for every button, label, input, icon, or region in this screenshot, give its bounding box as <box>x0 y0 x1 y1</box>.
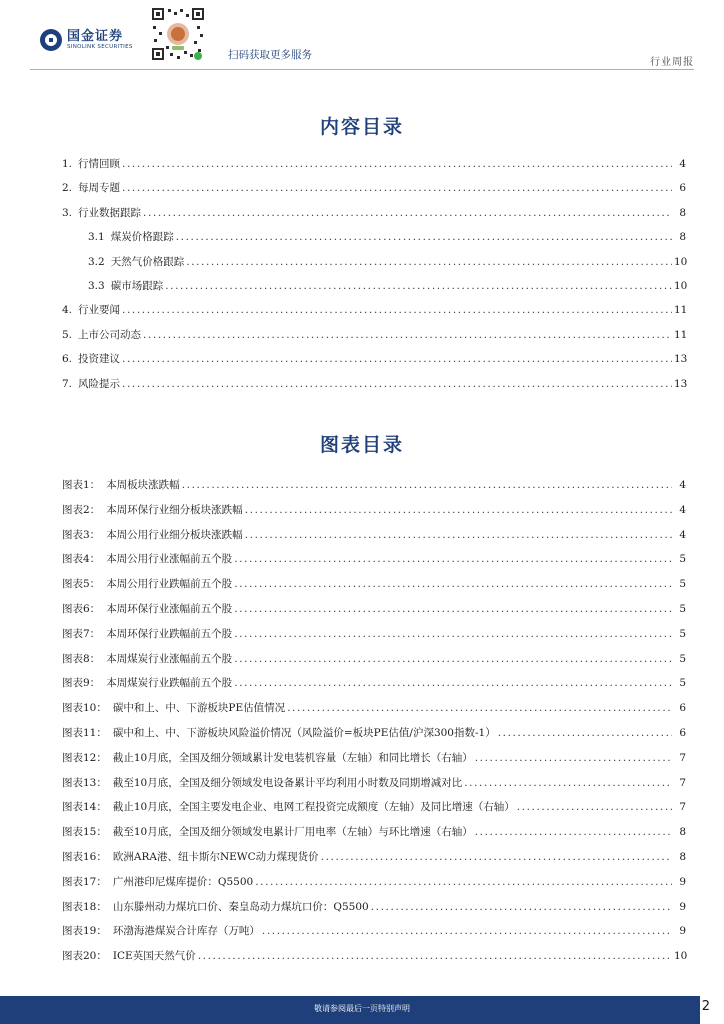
toc-entry-label: 行情回顾 <box>78 158 121 170</box>
figure-entry[interactable] <box>62 849 686 865</box>
toc-entry-label: 行业数据跟踪 <box>78 206 142 219</box>
figure-entry-number: 图表2： <box>62 503 101 516</box>
sinolink-logo-icon <box>40 29 62 51</box>
dot-leader <box>517 801 672 813</box>
toc-entry[interactable] <box>62 376 686 392</box>
brand-logo <box>40 29 133 51</box>
qr-caption: 扫码获取更多服务 <box>228 49 312 61</box>
dot-leader <box>321 851 672 863</box>
toc-entry-number: 7. <box>62 377 73 390</box>
dot-leader <box>234 553 672 565</box>
figure-entry-number: 图表17： <box>62 875 107 888</box>
header-divider <box>30 69 694 70</box>
figure-entry-page: 10 <box>674 950 688 963</box>
figure-entry-number: 图表20： <box>62 950 107 963</box>
dot-leader <box>262 925 672 937</box>
figure-entry[interactable] <box>62 799 686 815</box>
figure-entry-label: ICE英国天然气价 <box>112 950 196 963</box>
dot-leader <box>287 702 672 714</box>
toc-entry-page: 13 <box>674 377 688 390</box>
toc-entry-label: 上市公司动态 <box>78 328 142 341</box>
toc-entry-label: 天然气价格跟踪 <box>110 255 185 268</box>
toc-entry-number: 1. <box>62 158 73 170</box>
figure-entry-label: 截止10月底，全国及细分领域累计发电装机容量（左轴）和同比增长（右轴） <box>112 751 473 764</box>
toc-entry-label: 风险提示 <box>78 377 121 390</box>
figure-entry-page: 4 <box>679 503 686 516</box>
dot-leader <box>475 752 672 764</box>
figure-entry-label: 本周环保行业细分板块涨跌幅 <box>106 503 243 516</box>
dot-leader <box>198 950 672 962</box>
figure-entry[interactable] <box>62 948 686 964</box>
figure-entry[interactable] <box>62 899 686 915</box>
toc-title: 内容目录 <box>319 116 404 138</box>
dot-leader <box>498 727 672 739</box>
toc-entry-label: 碳市场跟踪 <box>110 280 164 292</box>
dot-leader <box>245 504 672 516</box>
figure-entry-page: 5 <box>679 578 686 591</box>
dot-leader <box>122 353 672 365</box>
figure-entry-page: 5 <box>679 553 686 566</box>
figure-entry-page: 9 <box>679 900 686 913</box>
toc-entry-label: 投资建议 <box>78 353 121 366</box>
figure-entry-page: 8 <box>679 851 686 863</box>
figure-entry-page: 9 <box>679 925 686 938</box>
figure-entry-label: 本周板块涨跌幅 <box>106 479 180 491</box>
figure-entry[interactable] <box>62 824 686 840</box>
dot-leader <box>176 231 672 243</box>
dot-leader <box>475 826 672 838</box>
figure-entry-label: 截至10月底，全国及细分领域发电设备累计平均利用小时数及同期增减对比 <box>112 776 463 789</box>
toc-entry-number: 3. <box>62 206 73 219</box>
footer-disclaimer: 敬请参阅最后一页特别声明 <box>314 1004 410 1013</box>
figure-entry-number: 图表12： <box>62 751 107 764</box>
figure-entry-page: 5 <box>679 652 686 665</box>
toc-entry[interactable] <box>88 254 686 270</box>
figure-entry-number: 图表11： <box>62 727 107 739</box>
dot-leader <box>245 529 672 541</box>
dot-leader <box>143 207 672 219</box>
figure-entry-number: 图表4： <box>62 553 101 566</box>
dot-leader <box>464 777 672 789</box>
figure-entry[interactable] <box>62 651 686 667</box>
figure-entry[interactable] <box>62 923 686 939</box>
dot-leader <box>122 182 672 194</box>
toc-entry[interactable] <box>62 205 686 221</box>
qr-code-icon[interactable] <box>150 6 206 62</box>
figure-entry-page: 7 <box>679 776 686 789</box>
toc-entry-label: 行业要闻 <box>78 304 121 317</box>
report-type-label: 行业周报 <box>650 57 694 68</box>
toc-entry[interactable] <box>62 180 686 196</box>
dot-leader <box>234 603 672 615</box>
toc-entry-page: 13 <box>674 353 688 366</box>
figure-entry-page: 8 <box>679 826 686 839</box>
toc-entry-label: 每周专题 <box>78 182 121 195</box>
toc-entry[interactable] <box>62 327 686 343</box>
dot-leader <box>143 329 672 341</box>
figure-entry[interactable] <box>62 700 686 716</box>
figure-entry-label: 截至10月底，全国及细分领域发电累计厂用电率（左轴）与环比增速（右轴） <box>112 826 473 839</box>
figure-entry[interactable] <box>62 626 686 642</box>
dot-leader <box>234 653 672 665</box>
figure-entry-label: 本周公用行业跌幅前五个股 <box>106 578 233 591</box>
dot-leader <box>182 479 672 491</box>
toc-entry-number: 3.2 <box>88 255 105 268</box>
figure-entry-number: 图表18： <box>62 900 107 913</box>
figure-entry[interactable] <box>62 775 686 791</box>
figure-entry[interactable] <box>62 750 686 766</box>
figure-entry[interactable] <box>62 502 686 518</box>
figure-entry-page: 5 <box>679 603 686 615</box>
figure-entry[interactable] <box>62 477 686 493</box>
figure-entry-label: 本周公用行业细分板块涨跌幅 <box>106 528 243 541</box>
dot-leader <box>255 876 672 888</box>
toc-entry-number: 4. <box>62 304 73 317</box>
toc-entry-page: 8 <box>679 231 686 244</box>
toc-entry-page: 10 <box>674 280 688 292</box>
figure-entry-page: 7 <box>679 801 686 814</box>
figure-entry-label: 碳中和上、中、下游板块风险溢价情况（风险溢价=板块PE估值/沪深300指数-1） <box>112 727 496 739</box>
figure-list-title: 图表目录 <box>319 434 404 456</box>
brand-name-en: SINOLINK SECURITIES <box>67 44 133 50</box>
dot-leader <box>122 304 672 316</box>
toc-entry[interactable] <box>62 351 686 367</box>
figure-entry-number: 图表13： <box>62 776 107 789</box>
figure-entry-label: 本周煤炭行业跌幅前五个股 <box>106 677 233 690</box>
toc-entry-page: 11 <box>674 304 688 317</box>
figure-entry[interactable] <box>62 675 686 691</box>
toc-entry-page: 10 <box>674 255 688 268</box>
figure-entry-label: 本周环保行业涨幅前五个股 <box>106 603 233 615</box>
figure-entry[interactable] <box>62 874 686 890</box>
dot-leader <box>122 158 672 170</box>
figure-entry-number: 图表9： <box>62 677 101 690</box>
figure-entry-number: 图表15： <box>62 826 107 839</box>
figure-entry-number: 图表16： <box>62 851 107 863</box>
dot-leader <box>234 578 672 590</box>
figure-entry-page: 9 <box>679 875 686 888</box>
figure-entry-page: 5 <box>679 677 686 690</box>
figure-entry-page: 5 <box>679 627 686 640</box>
brand-name-cn: 国金证券 <box>67 29 124 44</box>
figure-entry-number: 图表5： <box>62 578 101 591</box>
toc-entry-number: 3.3 <box>88 280 105 292</box>
figure-entry-number: 图表6： <box>62 603 101 615</box>
figure-entry[interactable] <box>62 551 686 567</box>
toc-entry[interactable] <box>88 278 686 294</box>
toc-entry[interactable] <box>62 302 686 318</box>
figure-entry-page: 7 <box>679 751 686 764</box>
figure-entry[interactable] <box>62 576 686 592</box>
figure-entry-number: 图表19： <box>62 925 107 938</box>
figure-entry-label: 山东滕州动力煤坑口价、秦皇岛动力煤坑口价：Q5500 <box>112 900 369 913</box>
figure-entry-label: 环渤海港煤炭合计库存（万吨） <box>112 925 260 938</box>
figure-entry-number: 图表8： <box>62 652 101 665</box>
toc-entry-page: 11 <box>674 328 688 341</box>
figure-entry-page: 6 <box>679 702 686 715</box>
dot-leader <box>234 677 672 689</box>
figure-entry-number: 图表1： <box>62 479 101 491</box>
figure-entry-number: 图表3： <box>62 528 101 541</box>
toc-entry-page: 4 <box>679 158 686 170</box>
figure-entry-page: 4 <box>679 528 686 541</box>
figure-entry-label: 截止10月底，全国主要发电企业、电网工程投资完成额度（左轴）及同比增速（右轴） <box>112 801 515 814</box>
page-number: 2 <box>701 999 710 1014</box>
figure-entry-label: 本周煤炭行业涨幅前五个股 <box>106 652 233 665</box>
toc-entry[interactable] <box>62 156 686 172</box>
page-header <box>0 0 724 70</box>
figure-entry-label: 碳中和上、中、下游板块PE估值情况 <box>112 702 286 715</box>
figure-entry-label: 本周环保行业跌幅前五个股 <box>106 627 233 640</box>
figure-entry-number: 图表10： <box>62 702 107 715</box>
figure-entry-number: 图表14： <box>62 801 107 814</box>
figure-entry-label: 欧洲ARA港、纽卡斯尔NEWC动力煤现货价 <box>112 851 319 863</box>
dot-leader <box>371 901 672 913</box>
figure-entry-page: 4 <box>679 479 686 491</box>
toc-entry-label: 煤炭价格跟踪 <box>110 231 174 244</box>
figure-entry[interactable] <box>62 527 686 543</box>
toc-entry-number: 6. <box>62 353 73 366</box>
toc-entry[interactable] <box>88 229 686 245</box>
toc-entry-number: 2. <box>62 182 73 195</box>
dot-leader <box>165 280 672 292</box>
toc-entry-number: 3.1 <box>88 231 105 244</box>
toc-entry-page: 8 <box>679 206 686 219</box>
figure-entry-label: 广州港印尼煤库提价：Q5500 <box>112 875 254 888</box>
figure-entry-page: 6 <box>679 727 686 739</box>
toc-entry-number: 5. <box>62 328 73 341</box>
dot-leader <box>234 628 672 640</box>
figure-entry[interactable] <box>62 725 686 741</box>
figure-entry-label: 本周公用行业涨幅前五个股 <box>106 553 233 566</box>
figure-entry-number: 图表7： <box>62 627 101 640</box>
dot-leader <box>122 378 672 390</box>
toc-entry-page: 6 <box>679 182 686 195</box>
figure-entry[interactable] <box>62 601 686 617</box>
dot-leader <box>186 256 672 268</box>
